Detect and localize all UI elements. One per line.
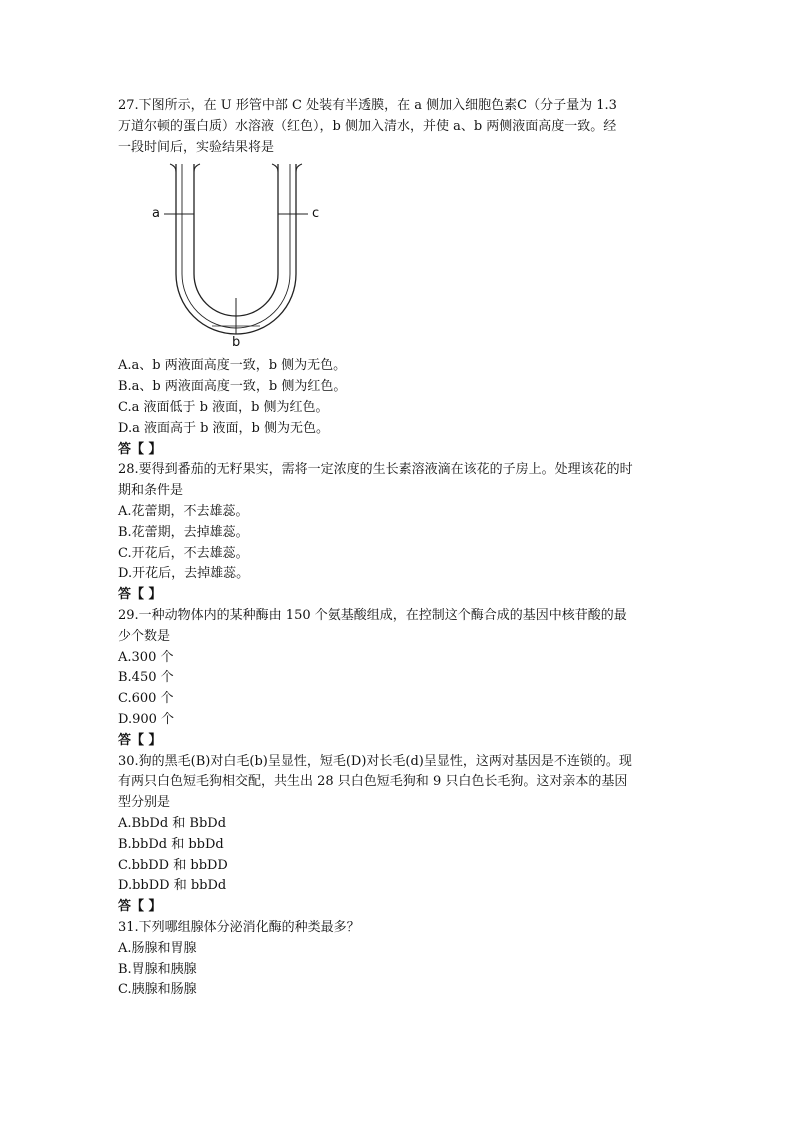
question-30-stem-line-3: 型分别是 [118,795,171,811]
option-30-a: A.BbDd 和 BbDd [118,815,227,831]
answer-blank-28: 答【 】 [118,587,162,603]
question-31 [118,918,678,1001]
label-a: a [152,206,160,222]
question-28 [118,460,678,606]
u-tube-drawing [152,162,332,350]
question-28-stem-line-2: 期和条件是 [118,483,184,499]
question-27-stem-line-2: 万道尔顿的蛋白质）水溶液（红色），b 侧加入清水，并使 a、b 两侧液面高度一致。经 [118,118,617,134]
option-27-c: C.a 液面低于 b 液面，b 侧为红色。 [118,399,329,415]
question-30-stem-line-1: 30.狗的黑毛(B)对白毛(b)呈显性，短毛(D)对长毛(d)呈显性，这两对基因是不连锁的。现 [118,753,632,769]
option-28-b: B.花蕾期，去掉雄蕊。 [118,524,249,540]
question-28-stem-line-1: 28.要得到番茄的无籽果实，需将一定浓度的生长素溶液滴在该花的子房上。处理该花的时 [118,462,633,478]
option-31-b: B.胃腺和胰腺 [118,961,197,977]
question-27-stem-line-1: 27.下图所示，在 U 形管中部 C 处装有半透膜，在 a 侧加入细胞色素C（分子量为 1.3 [118,98,617,113]
option-29-c: C.600 个 [118,691,174,707]
option-31-a: A.肠腺和胃腺 [118,940,197,956]
question-27 [118,96,678,460]
answer-blank-30: 答【 】 [118,899,162,915]
u-tube-diagram [152,162,332,350]
option-30-b: B.bbDd 和 bbDd [118,836,224,852]
question-30-stem-line-2: 有两只白色短毛狗相交配，共生出 28 只白色短毛狗和 9 只白色长毛狗。这对亲本的基因 [118,774,628,790]
option-27-a: A.a、b 两液面高度一致，b 侧为无色。 [118,358,347,374]
option-28-d: D.开花后，去掉雄蕊。 [118,566,250,582]
question-27-stem-line-3: 一段时间后，实验结果将是 [118,139,275,155]
option-27-b: B.a、b 两液面高度一致，b 侧为红色。 [118,379,347,395]
label-c: c [312,206,320,222]
option-29-d: D.900 个 [118,711,175,727]
label-b: b [232,335,241,351]
option-29-b: B.450 个 [118,670,174,686]
option-30-c: C.bbDD 和 bbDD [118,857,228,873]
question-31-stem-line-1: 31.下列哪组腺体分泌消化酶的种类最多？ [118,919,360,935]
option-31-c: C.胰腺和肠腺 [118,982,197,998]
answer-blank-29: 答【 】 [118,732,162,748]
option-28-c: C.开花后，不去雄蕊。 [118,545,249,561]
question-30 [118,752,678,918]
question-29 [118,606,678,752]
answer-blank-27: 答【 】 [118,441,162,457]
question-29-stem-line-2: 少个数是 [118,628,171,644]
option-27-d: D.a 液面高于 b 液面，b 侧为无色。 [118,420,330,436]
option-30-d: D.bbDD 和 bbDd [118,878,227,894]
question-29-stem-line-1: 29.一种动物体内的某种酶由 150 个氨基酸组成，在控制这个酶合成的基因中核苷酸的最 [118,607,627,623]
option-28-a: A.花蕾期，不去雄蕊。 [118,503,249,519]
exam-page [118,96,678,1001]
option-29-a: A.300 个 [118,649,174,665]
